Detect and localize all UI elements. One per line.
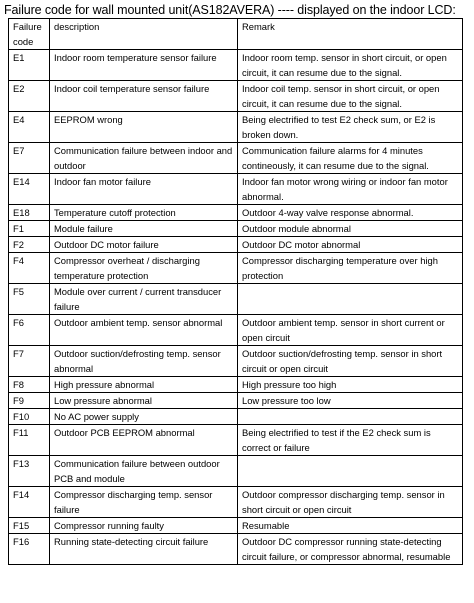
failure-code-cell: E4 <box>9 112 50 143</box>
remark-cell: Outdoor ambient temp. sensor in short current or open circuit <box>238 315 463 346</box>
table-row <box>9 112 463 143</box>
description-cell: Module failure <box>50 221 238 237</box>
header-remark: Remark <box>238 19 463 50</box>
description-cell: Module over current / current transducer failure <box>50 284 238 315</box>
description-cell: Compressor discharging temp. sensor failure <box>50 487 238 518</box>
failure-code-cell: F9 <box>9 393 50 409</box>
table-row <box>9 315 463 346</box>
remark-cell: Compressor discharging temperature over high protection <box>238 253 463 284</box>
failure-code-cell: E18 <box>9 205 50 221</box>
table-row <box>9 409 463 425</box>
table-row <box>9 284 463 315</box>
description-cell: Outdoor DC motor failure <box>50 237 238 253</box>
remark-cell: Indoor coil temp. sensor in short circuit, or open circuit, it can resume due to the signal. <box>238 81 463 112</box>
description-cell: Running state-detecting circuit failure <box>50 534 238 565</box>
remark-cell: High pressure too high <box>238 377 463 393</box>
table-row <box>9 174 463 205</box>
failure-code-cell: F10 <box>9 409 50 425</box>
description-cell: Compressor overheat / discharging temperature protection <box>50 253 238 284</box>
table-row <box>9 534 463 565</box>
remark-cell: Outdoor compressor discharging temp. sensor in short circuit or open circuit <box>238 487 463 518</box>
description-cell: Indoor room temperature sensor failure <box>50 50 238 81</box>
failure-code-cell: F14 <box>9 487 50 518</box>
failure-code-cell: E2 <box>9 81 50 112</box>
description-cell: Indoor fan motor failure <box>50 174 238 205</box>
table-row <box>9 81 463 112</box>
failure-code-cell: F16 <box>9 534 50 565</box>
table-row <box>9 518 463 534</box>
failure-code-cell: E14 <box>9 174 50 205</box>
failure-code-cell: F2 <box>9 237 50 253</box>
failure-code-cell: F15 <box>9 518 50 534</box>
remark-cell: Indoor room temp. sensor in short circuit, or open circuit, it can resume due to the signal. <box>238 50 463 81</box>
table-row <box>9 393 463 409</box>
remark-cell <box>238 409 463 425</box>
failure-code-cell: F1 <box>9 221 50 237</box>
description-cell: Outdoor suction/defrosting temp. sensor abnormal <box>50 346 238 377</box>
table-row <box>9 143 463 174</box>
table-row <box>9 237 463 253</box>
failure-code-cell: F11 <box>9 425 50 456</box>
failure-code-cell: F13 <box>9 456 50 487</box>
table-row <box>9 50 463 81</box>
remark-cell <box>238 456 463 487</box>
failure-code-cell: F5 <box>9 284 50 315</box>
header-failure-code: Failure code <box>9 19 50 50</box>
description-cell: EEPROM wrong <box>50 112 238 143</box>
failure-code-cell: E1 <box>9 50 50 81</box>
table-row <box>9 253 463 284</box>
table-row <box>9 487 463 518</box>
table-row <box>9 377 463 393</box>
table-header-row <box>9 19 463 50</box>
description-cell: Outdoor ambient temp. sensor abnormal <box>50 315 238 346</box>
remark-cell: Indoor fan motor wrong wiring or indoor fan motor abnormal. <box>238 174 463 205</box>
table-row <box>9 425 463 456</box>
remark-cell: Outdoor suction/defrosting temp. sensor in short circuit or open circuit <box>238 346 463 377</box>
remark-cell: Being electrified to test E2 check sum, or E2 is broken down. <box>238 112 463 143</box>
failure-code-cell: F8 <box>9 377 50 393</box>
header-description: description <box>50 19 238 50</box>
table-row <box>9 346 463 377</box>
failure-code-cell: F6 <box>9 315 50 346</box>
remark-cell: Being electrified to test if the E2 check sum is correct or failure <box>238 425 463 456</box>
description-cell: Outdoor PCB EEPROM abnormal <box>50 425 238 456</box>
table-row <box>9 205 463 221</box>
remark-cell: Outdoor DC compressor running state-detecting circuit failure, or compressor abnormal, resumable <box>238 534 463 565</box>
remark-cell: Outdoor module abnormal <box>238 221 463 237</box>
remark-cell: Outdoor 4-way valve response abnormal. <box>238 205 463 221</box>
document-title: Failure code for wall mounted unit(AS182AVERA) ---- displayed on the indoor LCD: <box>4 3 456 17</box>
remark-cell <box>238 284 463 315</box>
failure-code-cell: E7 <box>9 143 50 174</box>
description-cell: High pressure abnormal <box>50 377 238 393</box>
description-cell: Low pressure abnormal <box>50 393 238 409</box>
remark-cell: Communication failure alarms for 4 minutes contineously, it can resume due to the signal. <box>238 143 463 174</box>
failure-code-table <box>8 18 463 565</box>
remark-cell: Outdoor DC motor abnormal <box>238 237 463 253</box>
description-cell: Communication failure between indoor and outdoor <box>50 143 238 174</box>
failure-code-cell: F7 <box>9 346 50 377</box>
remark-cell: Low pressure too low <box>238 393 463 409</box>
table-row <box>9 221 463 237</box>
description-cell: Temperature cutoff protection <box>50 205 238 221</box>
description-cell: No AC power supply <box>50 409 238 425</box>
description-cell: Communication failure between outdoor PCB and module <box>50 456 238 487</box>
table-row <box>9 456 463 487</box>
remark-cell: Resumable <box>238 518 463 534</box>
description-cell: Indoor coil temperature sensor failure <box>50 81 238 112</box>
description-cell: Compressor running faulty <box>50 518 238 534</box>
failure-code-cell: F4 <box>9 253 50 284</box>
